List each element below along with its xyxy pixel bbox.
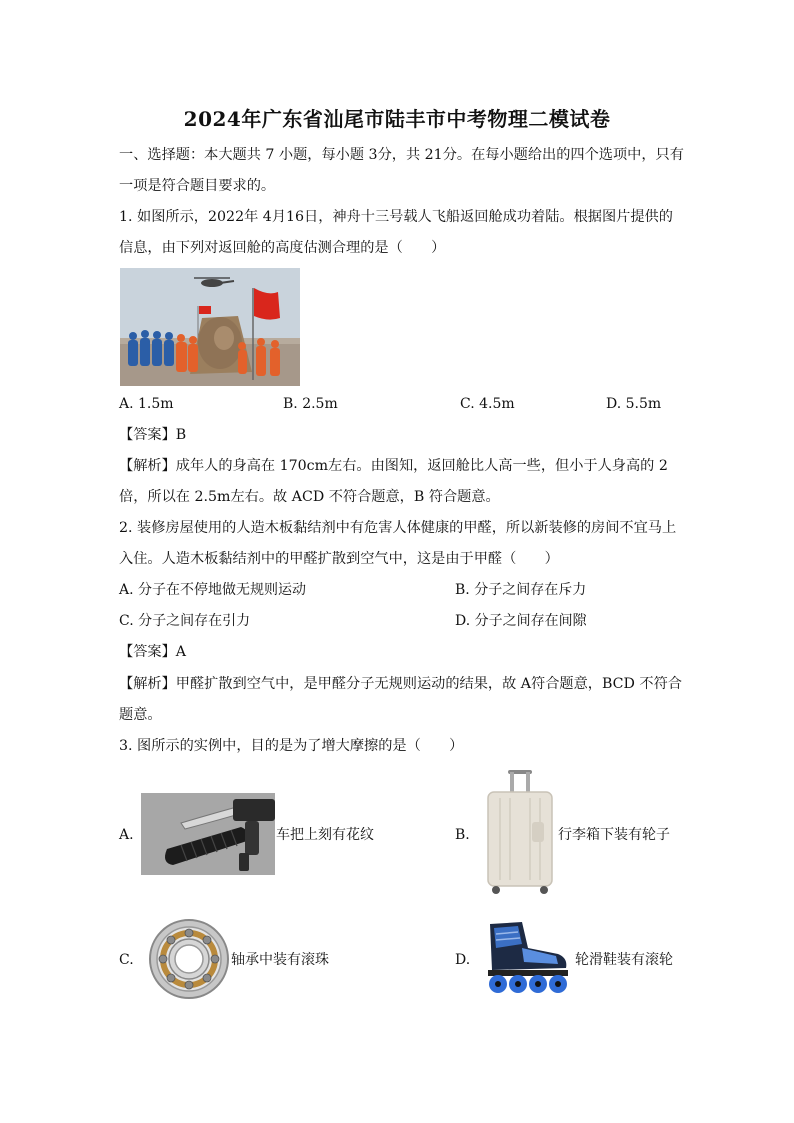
ball-bearing-icon — [148, 918, 230, 1000]
q2-analysis-line-2: 题意。 — [119, 707, 162, 723]
q3-option-c-text: 轴承中装有滚珠 — [231, 952, 329, 968]
q3-option-d-letter: D. — [455, 952, 471, 968]
q1-option-b: B. 2.5m — [283, 396, 338, 412]
q3-option-d-text: 轮滑鞋装有滚轮 — [575, 952, 673, 968]
q1-option-d: D. 5.5m — [606, 396, 662, 412]
q2-option-c: C. 分子之间存在引力 — [119, 613, 251, 629]
q2-option-d: D. 分子之间存在间隙 — [455, 613, 587, 629]
q2-answer: 【答案】A — [119, 644, 186, 660]
q1-option-c: C. 4.5m — [460, 396, 515, 412]
section-instructions-line-2: 一项是符合题目要求的。 — [119, 178, 276, 194]
page-title: 2024年广东省汕尾市陆丰市中考物理二模试卷 — [183, 107, 611, 131]
q3-stem: 3. 图所示的实例中，目的是为了增大摩擦的是（ ） — [119, 738, 464, 754]
suitcase-icon — [484, 768, 556, 896]
q3-option-a-text: 车把上刻有花纹 — [276, 827, 374, 843]
q3-option-b-letter: B. — [455, 827, 470, 843]
q3-option-a-letter: A. — [119, 827, 134, 843]
q2-analysis-line-1: 【解析】甲醛扩散到空气中，是甲醛分子无规则运动的结果，故 A符合题意，BCD 不符合 — [119, 676, 682, 692]
q1-stem-line-2: 信息，由下列对返回舱的高度估测合理的是（ ） — [119, 240, 446, 256]
q1-analysis-line-1: 【解析】成年人的身高在 170cm左右。由图知，返回舱比人高一些，但小于人身高的 2 — [119, 458, 668, 474]
section-instructions-line-1: 一、选择题：本大题共 7 小题，每小题 3分，共 21分。在每小题给出的四个选项中，只有 — [119, 147, 684, 163]
q1-stem-line-1: 1. 如图所示，2022年 4月16日，神舟十三号载人飞船返回舱成功着陆。根据图片提供的 — [119, 209, 673, 225]
q2-option-a: A. 分子在不停地做无规则运动 — [119, 582, 307, 598]
q2-option-b: B. 分子之间存在斥力 — [455, 582, 587, 598]
return-capsule-photo — [120, 268, 300, 386]
q2-stem-line-1: 2. 装修房屋使用的人造木板黏结剂中有危害人体健康的甲醛，所以新装修的房间不宜马上 — [119, 520, 677, 536]
roller-skate-icon — [478, 918, 574, 994]
bike-handlebar-icon — [141, 793, 275, 875]
q2-stem-line-2: 入住。人造木板黏结剂中的甲醛扩散到空气中，这是由于甲醛（ ） — [119, 551, 559, 567]
q3-option-b-text: 行李箱下装有轮子 — [558, 827, 670, 843]
q1-option-a: A. 1.5m — [119, 396, 174, 412]
q1-answer: 【答案】B — [119, 427, 187, 443]
q3-option-c-letter: C. — [119, 952, 134, 968]
q1-analysis-line-2: 倍，所以在 2.5m左右。故 ACD 不符合题意，B 符合题意。 — [119, 489, 500, 505]
